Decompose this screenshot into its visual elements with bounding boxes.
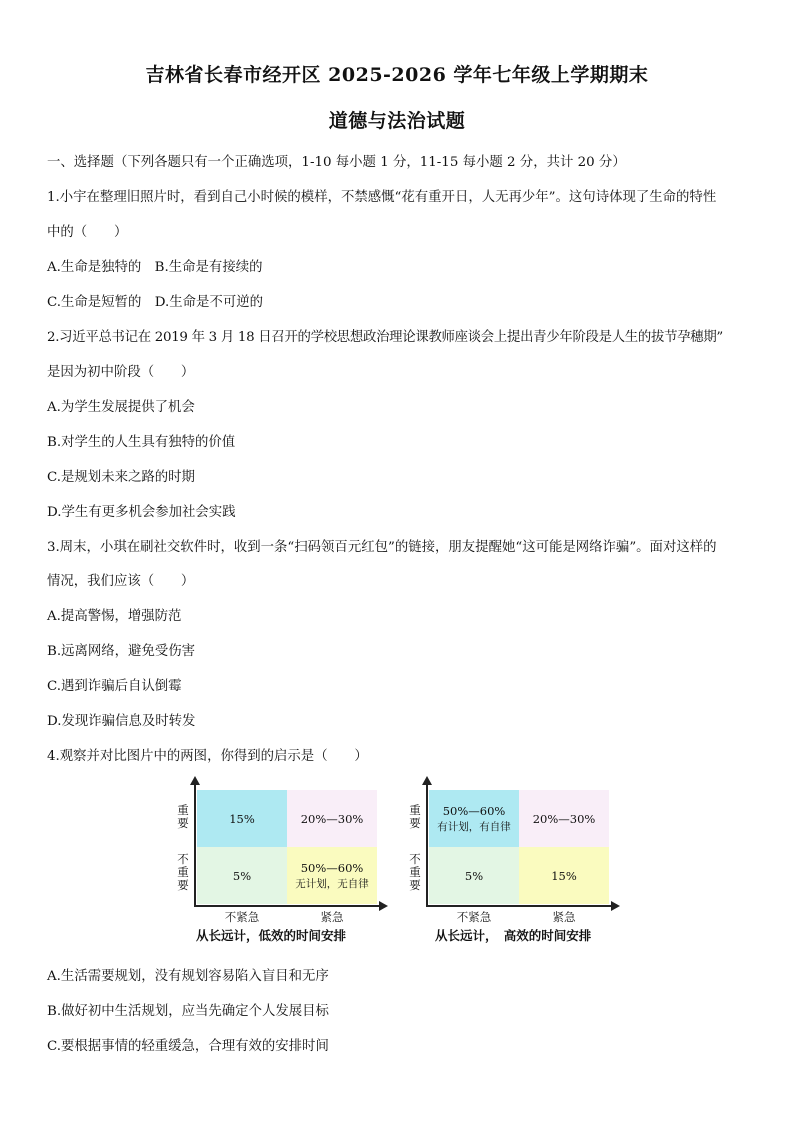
time-matrix-low-efficiency (168, 776, 388, 946)
document-title-line2: 道德与法治试题 (328, 110, 466, 132)
cell-value: 20%—30% (532, 811, 596, 826)
y-axis-arrow (422, 776, 432, 785)
y-label-important: 重要 (177, 803, 189, 830)
time-matrix-high-efficiency (400, 776, 620, 946)
cell-unimportant-not-urgent (197, 847, 287, 904)
cell-note: 有计划，有自律 (437, 820, 511, 833)
cell-unimportant-urgent (287, 847, 377, 904)
q2-stem-line1: 2.习近平总书记在 2019 年 3 月 18 日召开的学校思想政治理论课教师座谈会上提出青少年阶段是人生的拔节孕穗期” (47, 330, 723, 345)
cell-important-urgent (519, 790, 609, 847)
q3-stem-line1: 3.周末，小琪在刷社交软件时，收到一条“扫码领百元红包”的链接，朋友提醒她“这可能是网络诈骗”。面对这样的 (47, 540, 717, 555)
q4-option-c: C.要根据事情的轻重缓急，合理有效的安排时间 (47, 1039, 329, 1054)
cell-important-not-urgent (429, 790, 519, 847)
q1-options-line2: C.生命是短暂的 D.生命是不可逆的 (47, 295, 264, 310)
cell-value: 15% (551, 868, 577, 883)
document-title-line1: 吉林省长春市经开区 2025-2026 学年七年级上学期期末 (145, 64, 649, 86)
q3-option-d: D.发现诈骗信息及时转发 (47, 714, 196, 729)
y-axis (194, 784, 196, 907)
q4-option-a: A.生活需要规划，没有规划容易陷入盲目和无序 (47, 969, 329, 984)
q2-stem-line2: 是因为初中阶段（ ） (47, 365, 195, 380)
cell-value: 50%—60% (300, 860, 364, 875)
y-label-important: 重要 (409, 803, 421, 830)
cell-value: 20%—30% (300, 811, 364, 826)
cell-important-not-urgent (197, 790, 287, 847)
cell-unimportant-urgent (519, 847, 609, 904)
x-label-urgent: 紧急 (552, 910, 576, 924)
cell-value: 15% (229, 811, 255, 826)
y-axis (426, 784, 428, 907)
x-label-not-urgent: 不紧急 (224, 910, 260, 924)
q3-option-a: A.提高警惕，增强防范 (47, 609, 182, 624)
q4-option-b: B.做好初中生活规划，应当先确定个人发展目标 (47, 1004, 329, 1019)
x-axis (426, 905, 614, 907)
cell-unimportant-not-urgent (429, 847, 519, 904)
figure-caption: 从长远计，低效的时间安排 (196, 928, 347, 943)
cell-value: 5% (464, 868, 484, 883)
q3-option-c: C.遇到诈骗后自认倒霉 (47, 679, 182, 694)
q2-option-a: A.为学生发展提供了机会 (47, 400, 195, 415)
x-label-not-urgent: 不紧急 (456, 910, 492, 924)
cell-important-urgent (287, 790, 377, 847)
figure-caption: 从长远计， 高效的时间安排 (435, 928, 592, 943)
x-axis-arrow (379, 901, 388, 911)
q1-options-line1: A.生命是独特的 B.生命是有接续的 (47, 260, 263, 275)
y-axis-arrow (190, 776, 200, 785)
cell-value: 5% (232, 868, 252, 883)
x-axis-arrow (611, 901, 620, 911)
y-label-unimportant: 不重要 (409, 852, 421, 892)
section-heading: 一、选择题（下列各题只有一个正确选项，1-10 每小题 1 分，11-15 每小题 2 分，共计 20 分） (47, 155, 626, 170)
q1-stem-line2: 中的（ ） (47, 225, 128, 240)
q3-stem-line2: 情况，我们应该（ ） (47, 574, 195, 589)
cell-note: 无计划，无自律 (295, 877, 369, 890)
q1-stem-line1: 1.小宇在整理旧照片时，看到自己小时候的模样，不禁感慨“花有重开日，人无再少年”。这句诗体现了生命的特性 (47, 190, 717, 205)
x-label-urgent: 紧急 (320, 910, 344, 924)
q3-option-b: B.远离网络，避免受伤害 (47, 644, 196, 659)
cell-value: 50%—60% (442, 803, 506, 818)
q2-option-b: B.对学生的人生具有独特的价值 (47, 435, 236, 450)
x-axis (194, 905, 382, 907)
q2-option-d: D.学生有更多机会参加社会实践 (47, 505, 236, 520)
y-label-unimportant: 不重要 (177, 852, 189, 892)
q4-stem: 4.观察并对比图片中的两图，你得到的启示是（ ） (47, 749, 368, 764)
q2-option-c: C.是规划未来之路的时期 (47, 470, 195, 485)
